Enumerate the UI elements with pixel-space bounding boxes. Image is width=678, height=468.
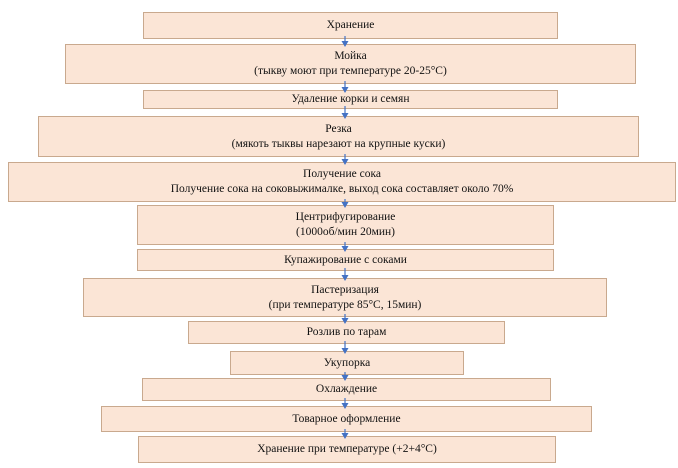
step-final-storage: [138, 436, 556, 463]
step-juice-extraction: [8, 162, 676, 202]
step-washing: [65, 44, 636, 84]
step-cutting: [38, 116, 639, 157]
step-bottling: [188, 321, 505, 344]
step-title: Охлаждение: [315, 383, 378, 396]
step-blending: [137, 249, 554, 271]
step-centrifugation: [137, 205, 554, 245]
step-detail: Получение сока на соковыжималке, выход сока составляет около 70%: [170, 183, 514, 195]
step-title: Пастеризация: [311, 283, 379, 296]
step-title: Мойка: [334, 50, 367, 63]
step-cooling: [142, 378, 551, 401]
step-title: Укупорка: [323, 356, 371, 369]
step-title: Удаление корки и семян: [291, 93, 410, 106]
step-title: Розлив по тарам: [306, 326, 387, 339]
step-detail: (тыкву моют при температуре 20-25°С): [254, 65, 447, 77]
step-labeling: [101, 406, 592, 432]
step-title: Купажирование с соками: [284, 253, 407, 266]
step-title: Центрифугирование: [295, 211, 396, 224]
step-title: Получение сока: [303, 168, 381, 181]
step-capping: [230, 351, 464, 375]
step-detail: (при температуре 85°С, 15мин): [268, 298, 422, 311]
step-peel-seed-removal: [143, 90, 558, 109]
step-detail: (1000об/мин 20мин): [295, 226, 395, 238]
step-title: Товарное оформление: [292, 412, 401, 425]
step-title: Хранение при температуре (+2+4°С): [257, 443, 437, 456]
step-title: Хранение: [326, 19, 375, 32]
step-title: Резка: [325, 122, 352, 135]
step-pasteurization: [83, 278, 607, 317]
step-detail: (мякоть тыквы нарезают на крупные куски): [231, 137, 446, 150]
step-storage: [143, 12, 558, 39]
